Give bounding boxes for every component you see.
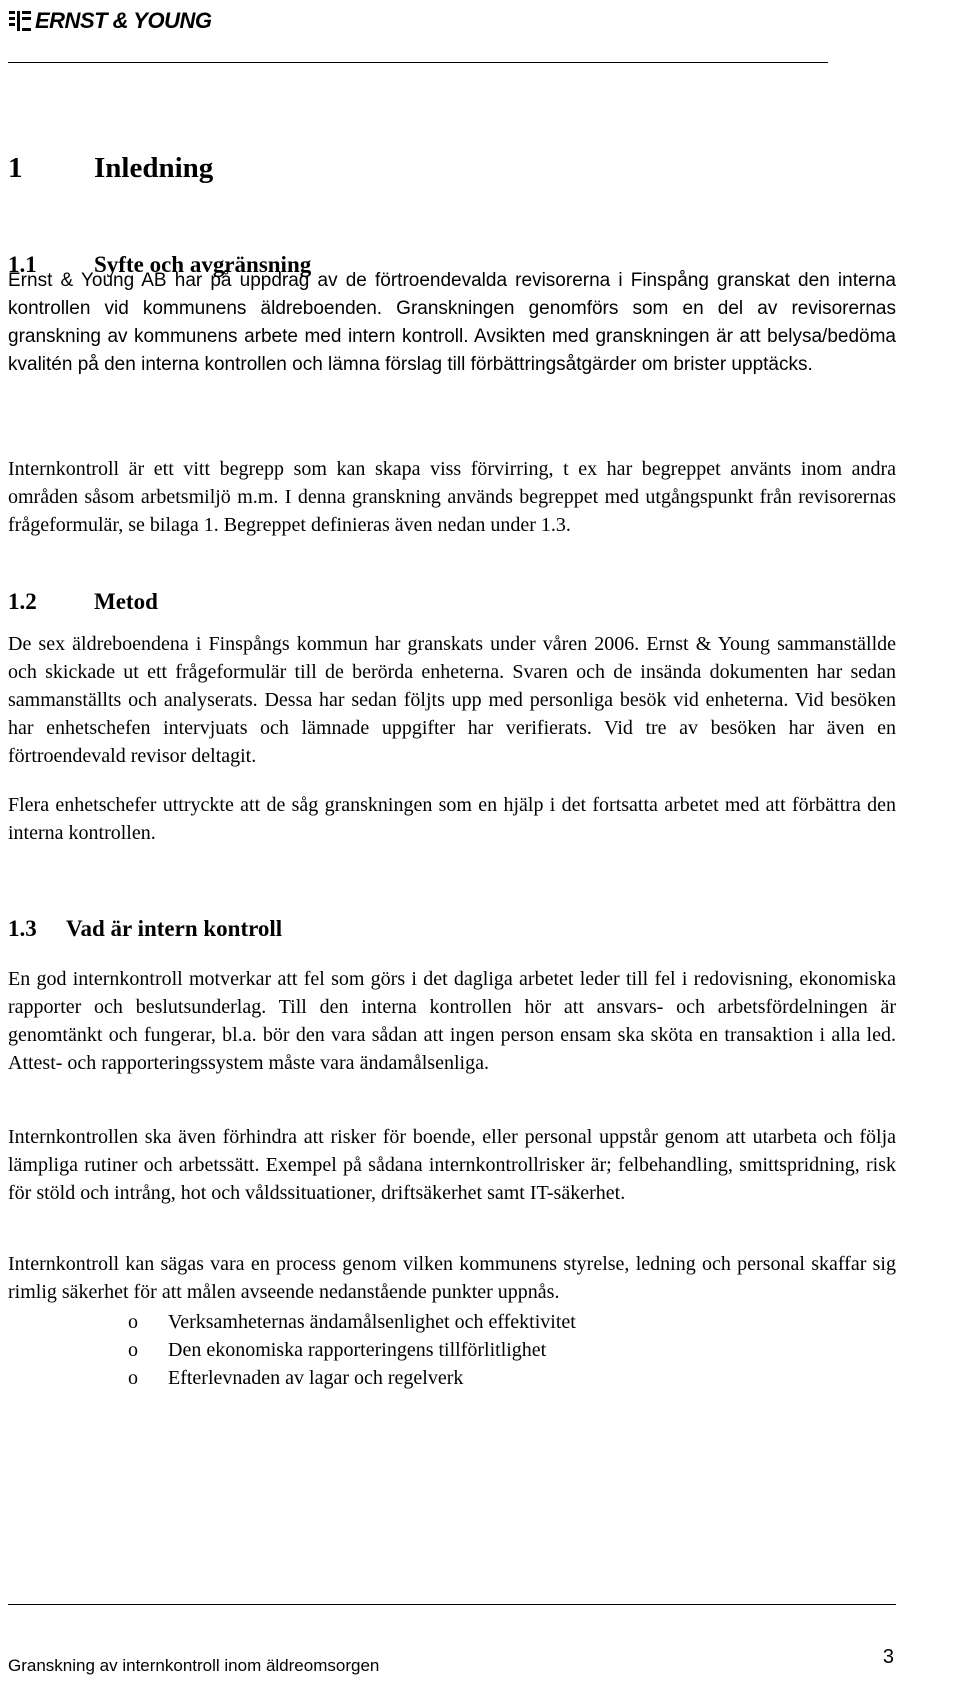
list-item [128, 1364, 576, 1392]
section-number: 1.2 [8, 589, 37, 614]
paragraph-enhetschefer: Flera enhetschefer uttryckte att de såg granskningen som en hjälp i det fortsatta arbetet med att förbättra den interna kontrollen. [8, 794, 896, 844]
list-item-text: Verksamheternas ändamålsenlighet och effektivitet [168, 1311, 576, 1333]
section-title: Metod [94, 589, 158, 614]
section-title: Syfte och avgränsning [94, 252, 312, 277]
paragraph-risker: Internkontrollen ska även förhindra att risker för boende, eller personal uppstår genom att utarbeta och följa lämpliga rutiner och arbetssätt. Exempel på sådana internkontrollrisker är; felbehandling, smittspridning, risk för stöld och intrång, hot och våldssituationer, driftsäkerhet samt IT-säkerhet. [8, 1126, 896, 1204]
list-item-text: Efterlevnaden av lagar och regelverk [168, 1367, 464, 1389]
ernst-young-logo [8, 4, 211, 38]
chapter-number: 1 [8, 152, 23, 184]
bullet-marker: o [128, 1367, 138, 1389]
section-title: Vad är intern kontroll [66, 916, 283, 941]
paragraph-metod: De sex äldreboendena i Finspångs kommun har granskats under våren 2006. Ernst & Young sammanställde och skickade ut ett frågeformulär till de berörda enheterna. Svaren och de insända dokumenten har sedan sammanställts och analyserats. Dessa har sedan följts upp med personliga besök vid enheterna. Vid besöken har enhetschefen intervjuats och lämnade uppgifter har verifierats. Vid tre av besöken har även en förtroendevald revisor deltagit. [8, 633, 896, 767]
page-number: 3 [882, 1646, 894, 1668]
bullet-marker: o [128, 1311, 138, 1333]
paragraph-syfte: Ernst & Young AB har på uppdrag av de förtroendevalda revisorerna i Finspång granskat den interna kontrollen vid kommunens äldreboenden. Granskningen genomförs som en del av revisorernas granskning av kommunens arbete med intern kontroll. Avsikten med granskningen är att belysa/bedöma kvalitén på den interna kontrollen och lämna förslag till förbättringsåtgärder om brister upptäcks. [8, 270, 896, 375]
header-divider [8, 62, 828, 63]
paragraph-internkontroll-begrepp: Internkontroll är ett vitt begrepp som kan skapa viss förvirring, t ex har begreppet använts inom andra områden såsom arbetsmiljö m.m. I denna granskning används begreppet med utgångspunkt från revisorernas frågeformulär, se bilaga 1. Begreppet definieras även nedan under 1.3. [8, 458, 896, 536]
paragraph-process: Internkontroll kan sägas vara en process genom vilken kommunens styrelse, ledning och personal skaffar sig rimlig säkerhet för att målen avseende nedanstående punkter uppnås. [8, 1253, 896, 1303]
paragraph-god-internkontroll: En god internkontroll motverkar att fel som görs i det dagliga arbetet leder till fel i redovisning, ekonomiska rapporter och beslutsunderlag. Till den interna kontrollen hör att ansvars- och arbetsfördelningen är genomtänkt och fungerar, bl.a. bör den vara sådan att ingen person ensam ska sköta en transaktion i alla led. Attest- och rapporteringssystem måste vara ändamålsenliga. [8, 968, 896, 1074]
bullet-list [128, 1308, 576, 1392]
footer-title: Granskning av internkontroll inom äldreomsorgen [8, 1656, 380, 1675]
section-number: 1.3 [8, 916, 37, 941]
page-header [8, 4, 838, 66]
chapter-title: Inledning [94, 152, 214, 184]
section-number: 1.1 [8, 252, 37, 277]
section-heading-metod [8, 589, 158, 615]
footer-divider [8, 1604, 896, 1605]
bullet-marker: o [128, 1339, 138, 1361]
section-heading-vad-ar-intern-kontroll [8, 916, 282, 942]
list-item [128, 1336, 576, 1364]
ey-logo-icon [8, 9, 32, 33]
logo-text: ERNST & YOUNG [35, 8, 212, 33]
chapter-heading [8, 152, 213, 185]
list-item [128, 1308, 576, 1336]
list-item-text: Den ekonomiska rapporteringens tillförlitlighet [168, 1339, 547, 1361]
